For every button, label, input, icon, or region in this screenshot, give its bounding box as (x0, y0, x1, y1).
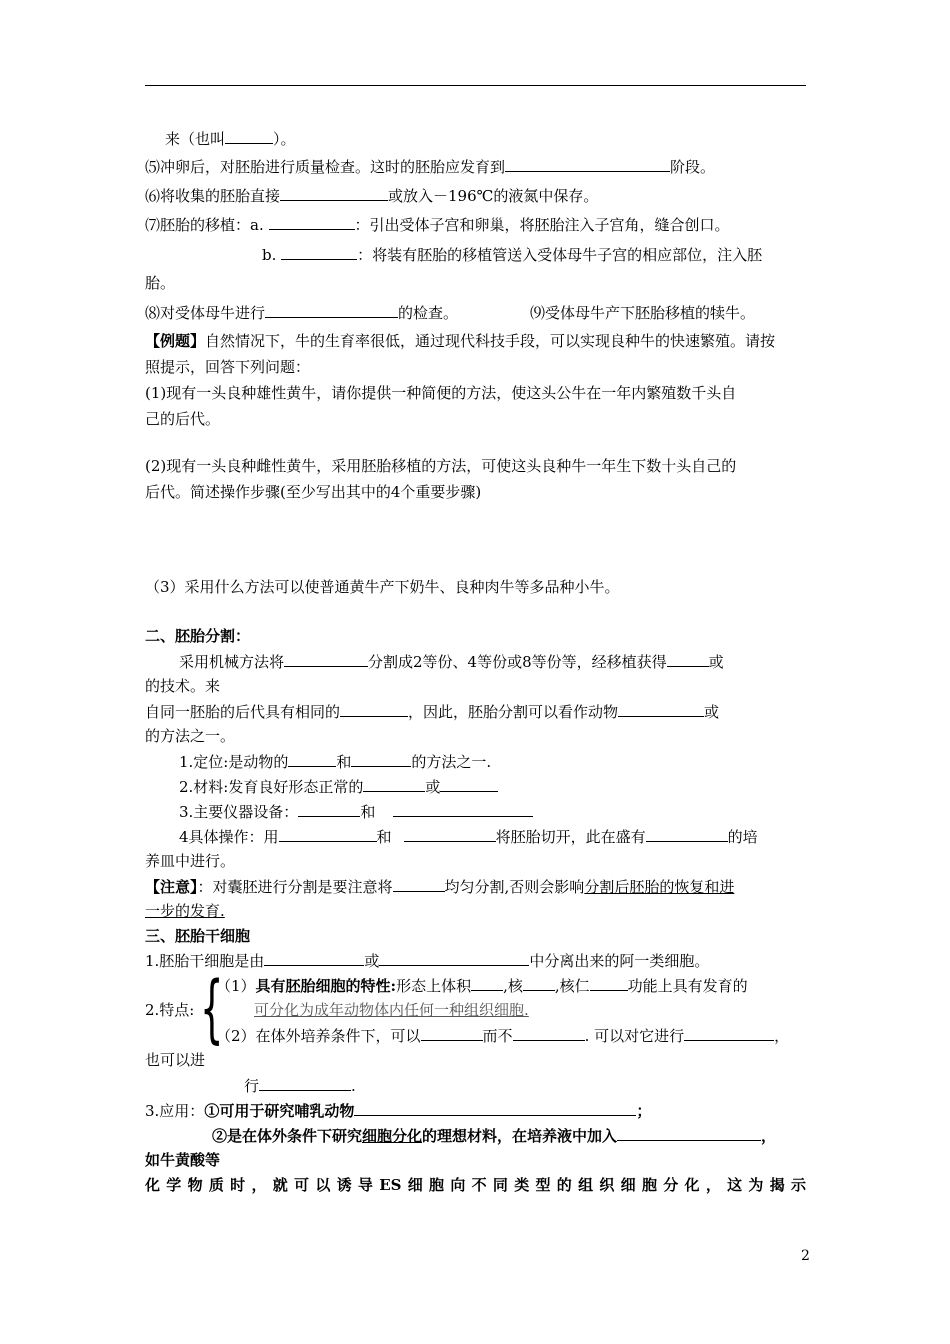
application-2-cont: 如牛黄酸等 (145, 1151, 221, 1169)
answer-blank[interactable] (281, 244, 357, 260)
feature-2-cont: 也可以进 (145, 1051, 206, 1069)
answer-blank[interactable] (393, 876, 445, 892)
feature-1-cont: 可分化为成年动物体内任何一种组织细胞. (254, 1001, 529, 1019)
answer-blank[interactable] (298, 801, 360, 817)
split-item-1: 1.定位:是动物的 和 的方法之一. (179, 753, 492, 771)
question-3: （3）采用什么方法可以使普通黄牛产下奶牛、良种肉牛等多品种小牛。 (145, 578, 620, 596)
answer-blank[interactable] (393, 801, 533, 817)
answer-blank[interactable] (590, 975, 628, 991)
note-line-1: 【注意】：对囊胚进行分割是要注意将 均匀分割,否则会影响分割后胚胎的恢复和进 (145, 878, 735, 896)
curly-brace-icon: { (200, 966, 224, 1052)
header-rule (145, 85, 806, 86)
split-item-4: 4具体操作：用 和 将胚胎切开，此在盛有 的培 (179, 828, 758, 846)
split-line-4: 的方法之一。 (145, 727, 236, 745)
split-line-1: 采用机械方法将 分割成2等份、4等份或8等份等，经移植获得 或 (179, 653, 724, 671)
answer-blank[interactable] (513, 1025, 585, 1041)
line-7: ⑻对受体母牛进行 的检查。 ⑼受体母牛产下胚胎移植的犊牛。 (145, 304, 756, 322)
answer-blank[interactable] (225, 128, 273, 144)
section-heading-2: 二、胚胎分割： (145, 627, 251, 645)
split-line-3: 自同一胚胎的后代具有相同的 ，因此，胚胎分割可以看作动物 或 (145, 703, 720, 721)
feature-2: （2）在体外培养条件下，可以 而不 . 可以对它进行 ， (216, 1027, 790, 1045)
answer-blank[interactable] (269, 214, 355, 230)
example-line-1: 【例题】自然情况下，牛的生育率很低，通过现代科技手段，可以实现良种牛的快速繁殖。请按 (145, 332, 776, 350)
answer-blank[interactable] (505, 156, 670, 172)
answer-blank[interactable] (440, 776, 498, 792)
line-1: 来（也叫 ）。 (165, 130, 296, 148)
answer-blank[interactable] (259, 1075, 351, 1091)
question-1-line-1: (1)现有一头良种雄性黄牛，请你提供一种简便的方法，使这头公牛在一年内繁殖数千头自 (145, 384, 737, 402)
example-line-2: 照提示，回答下列问题： (145, 358, 311, 376)
question-2-line-1: (2)现有一头良种雌性黄牛，采用胚胎移植的方法，可使这头良种牛一年生下数十头自己的 (145, 457, 737, 475)
feature-1: （1）具有胚胎细胞的特性:形态上体积 ,核 ,核仁 功能上具有发育的 (216, 977, 748, 995)
line-6: 胎。 (145, 274, 176, 292)
answer-blank[interactable] (379, 950, 529, 966)
feature-2-end: 行 . (244, 1077, 356, 1095)
answer-blank[interactable] (284, 651, 368, 667)
stem-cell-line-1: 1.胚胎干细胞是由 或 中分离出来的阿一类细胞。 (145, 952, 710, 970)
split-line-2: 的技术。来 (145, 677, 221, 695)
line-2: ⑸冲卵后，对胚胎进行质量检查。这时的胚胎应发育到 阶段。 (145, 158, 716, 176)
split-item-3: 3.主要仪器设备： 和 (179, 801, 533, 822)
line-4: ⑺胚胎的移植：a. ：引出受体子宫和卵巢，将胚胎注入子宫角，缝合创口。 (145, 216, 730, 234)
answer-blank[interactable] (618, 701, 704, 717)
answer-blank[interactable] (265, 302, 398, 318)
question-1-line-2: 己的后代。 (145, 410, 221, 428)
answer-blank[interactable] (351, 751, 411, 767)
answer-blank[interactable] (354, 1100, 636, 1116)
answer-blank[interactable] (288, 751, 336, 767)
answer-blank[interactable] (471, 975, 503, 991)
application-1: 3.应用：①可用于研究哺乳动物 ； (145, 1102, 652, 1120)
note-line-2: 一步的发育. (145, 902, 225, 920)
split-item-4-cont: 养皿中进行。 (145, 852, 236, 870)
page-number: 2 (801, 1248, 810, 1264)
application-2: ②是在体外条件下研究细胞分化的理想材料，在培养液中加入 ， (212, 1127, 777, 1145)
answer-blank[interactable] (646, 826, 728, 842)
line-3: ⑹将收集的胚胎直接 或放入－196℃的液氮中保存。 (145, 187, 599, 205)
section-heading-3: 三、胚胎干细胞 (145, 927, 251, 945)
answer-blank[interactable] (363, 776, 425, 792)
answer-blank[interactable] (280, 185, 388, 201)
answer-blank[interactable] (421, 1025, 483, 1041)
answer-blank[interactable] (684, 1025, 774, 1041)
question-2-line-2: 后代。简述操作步骤(至少写出其中的4个重要步骤) (145, 483, 482, 501)
application-2-end: 化学物质时，就可以诱导ES细胞向不同类型的组织细胞分化，这为揭示 (145, 1176, 806, 1194)
split-item-2: 2.材料:发育良好形态正常的 或 (179, 776, 498, 797)
features-label: 2.特点: (145, 1001, 195, 1019)
answer-blank[interactable] (340, 701, 408, 717)
answer-blank[interactable] (523, 975, 555, 991)
answer-blank[interactable] (264, 950, 364, 966)
answer-blank[interactable] (667, 651, 709, 667)
answer-blank[interactable] (279, 826, 377, 842)
line-5: b. ：将装有胚胎的移植管送入受体母牛子宫的相应部位，注入胚 (262, 246, 763, 264)
answer-blank[interactable] (404, 826, 496, 842)
answer-blank[interactable] (617, 1125, 761, 1141)
